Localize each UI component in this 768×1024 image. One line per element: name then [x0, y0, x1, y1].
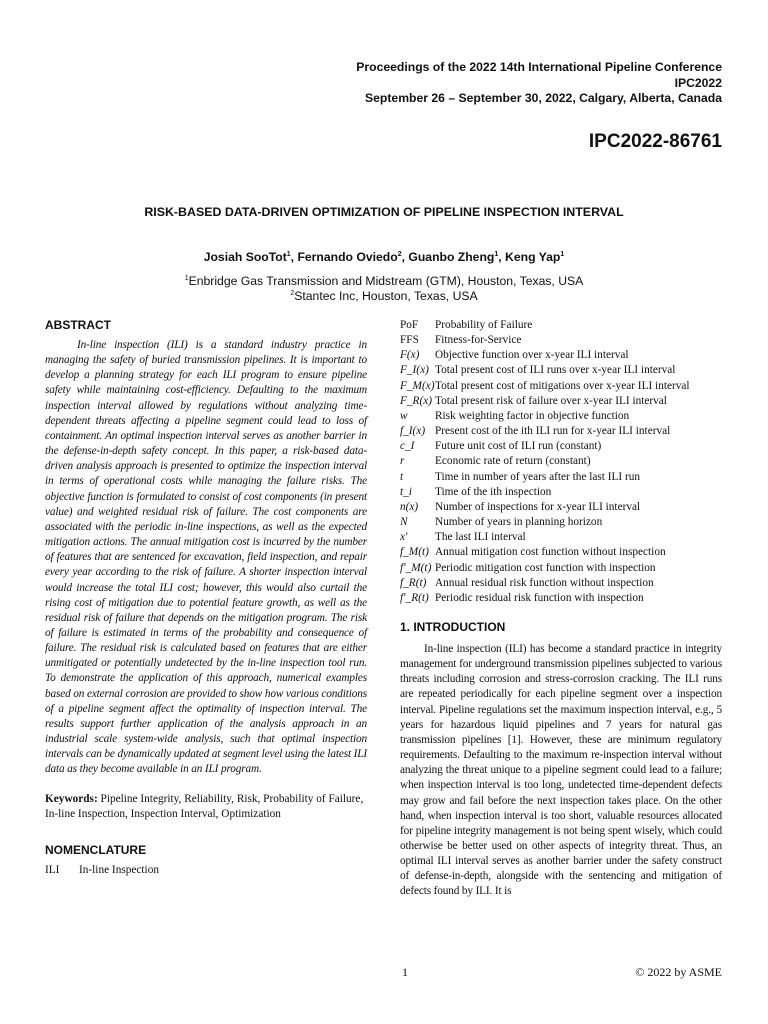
nomenclature-definition: Objective function over x-year ILI interval — [435, 349, 629, 362]
right-column — [400, 318, 722, 900]
nomenclature-definition: The last ILI interval — [435, 531, 526, 544]
nomenclature-item — [400, 561, 722, 576]
author-4: Keng Yap$^1$ — [505, 250, 565, 264]
nomenclature-definition: Time of the ith inspection — [435, 485, 552, 498]
nomenclature-item — [400, 409, 722, 424]
nomenclature-definition: Economic rate of return (constant) — [435, 455, 591, 468]
affiliation-1: $^1$Enbridge Gas Transmission and Midstream (GTM), Houston, Texas, USA — [184, 274, 584, 288]
nomenclature-definition: Total present risk of failure over x-year ILI interval — [435, 394, 667, 407]
nomenclature-definition: Number of years in planning horizon — [435, 516, 603, 529]
nomenclature-symbol: F_I(x) — [400, 364, 429, 377]
nomenclature-symbol: f_R(t) — [400, 576, 427, 589]
nomenclature-item — [400, 470, 722, 485]
nomenclature-symbol: F_M(x) — [400, 379, 435, 392]
nomenclature-item — [400, 576, 722, 591]
proceedings-line: Proceedings of the 2022 14th International Pipeline Conference — [356, 60, 722, 74]
nomenclature-symbol: t — [400, 470, 404, 483]
conference-code: IPC2022 — [674, 75, 722, 90]
nomenclature-item — [400, 530, 722, 545]
nomenclature-symbol: f_M(t) — [400, 546, 429, 559]
nomenclature-item — [400, 500, 722, 515]
nomenclature-symbol: f′_M(t) — [400, 561, 432, 574]
nomenclature-item — [400, 394, 722, 409]
nomenclature-definition: Total present cost of ILI runs over x-year ILI interval — [435, 364, 676, 377]
nomenclature-symbol: N — [400, 516, 408, 529]
nomenclature-item — [400, 454, 722, 469]
copyright: © 2022 by ASME — [635, 965, 722, 979]
nomenclature-symbol: x′ — [400, 531, 408, 544]
nomenclature-heading: NOMENCLATURE — [45, 842, 147, 857]
nomenclature-item — [400, 379, 722, 394]
author-1: Josiah SooTot$^1$, — [203, 250, 298, 264]
nomenclature-definition: Future unit cost of ILI run (constant) — [435, 440, 602, 453]
author-2: Fernando Oviedo$^2$, — [297, 250, 409, 264]
nomenclature-symbol: f′_R(t) — [400, 591, 429, 604]
nomenclature-item — [400, 485, 722, 500]
nomenclature-definition: Fitness-for-Service — [435, 334, 522, 347]
nomenclature-item — [400, 318, 722, 333]
abstract-text: In-line inspection (ILI) is a standard industry practice in managing the safety of buried transmission pipelines. It is important to develop a planning strategy for each ILI program to ensure pipeline safety while maintaining cost-efficiency. Defaulting to the maximum inspection interval allowed by regulations without analyzing time-dependent threats affecting a pipeline segment could lead to loss of containment. An optimal inspection interval serves as another barrier in the defense-in-depth safety concept. In this paper, a risk-based data-driven analysis approach is presented to optimize the inspection interval in terms of operational costs while managing the failure risks. The objective function is formulated to consist of cost components (in present value) and weighted residual risk of failure. The cost components are associated with the periodic in-line inspections, as well as the expected mitigation actions. The annual mitigation cost is incurred by the number of features that are sentenced for excavation, field inspection, and repair every year according to the risk of failure. A shorter inspection interval would increase the total ILI cost; however, this would also curtail the rising cost of mitigation due to potential feature growth, as well as the residual risk of failure that depends on the mitigation program. The risk of failure is estimated in terms of the probability and consequence of failure. The residual risk is calculated based on features that are either unmitigated or potentially undetected by the in-line inspection tool run. To demonstrate the application of this approach, numerical examples based on external corrosion are provided to show how various conditions of a pipeline segment affect the optimality of inspection interval. The results support further application of the analysis approach in an industrial scale system-wide analysis, such that optimal inspection intervals can be dynamically updated at segment level using the latest ILI data as they become available in an ILI program. — [45, 339, 367, 776]
keywords-text: Pipeline Integrity, Reliability, Risk, Probability of Failure, In-line Inspection, Inspection Interval, Optimization — [45, 792, 364, 821]
nomenclature-item — [400, 363, 722, 378]
affiliations — [0, 274, 768, 304]
nomenclature-symbol: PoF — [400, 319, 419, 331]
introduction-text: In-line inspection (ILI) has become a standard practice in integrity management for underground transmission pipelines subjected to various threats including corrosion and stress-corrosion cracking. The ILI runs are repeated periodically for each pipeline segment over a inspection interval. Pipeline regulations set the maximum inspection interval, e.g., 5 years for hazardous liquid pipelines and 7 years for natural gas transmission pipelines [1]. However, these are minimum regulatory requirements. Defaulting to the maximum re-inspection interval without analyzing the threat unique to a pipeline segment could lead to a failure; when inspection interval is too long, undetected time-dependent defects may grow and fail before the next inspection takes place. On the other hand, when inspection interval is too short, valuable resources allocated for pipeline integrity management is not being spent wisely, which could otherwise be better used on other aspects of integrity threat. Thus, an optimal ILI interval serves as another barrier under the safety construct of defense-in-depth, alongside with the sentencing and mitigation of defects found by ILI. It is — [400, 642, 722, 898]
nomenclature-item — [400, 591, 722, 606]
nomenclature-definition: Total present cost of mitigations over x-year ILI interval — [435, 379, 690, 392]
author-list — [0, 250, 768, 264]
nomenclature-symbol: w — [400, 409, 408, 422]
nomenclature-definition: Present cost of the ith ILI run for x-year ILI interval — [435, 425, 671, 438]
nomenclature-definition: Annual residual risk function without inspection — [435, 576, 654, 589]
nomenclature-symbol: t_i — [400, 485, 412, 498]
nomenclature-item — [400, 439, 722, 454]
nomenclature-item — [400, 424, 722, 439]
nomenclature-item — [400, 515, 722, 530]
nomenclature-item — [400, 545, 722, 560]
nomenclature-definition: Number of inspections for x-year ILI interval — [435, 500, 641, 513]
introduction-heading: 1. INTRODUCTION — [400, 619, 506, 634]
proceedings-header — [356, 60, 722, 107]
abstract-heading: ABSTRACT — [45, 318, 111, 332]
nomenclature-symbol: ILI — [45, 863, 60, 876]
paper-id: IPC2022-86761 — [588, 131, 722, 152]
nomenclature-definition: Annual mitigation cost function without inspection — [435, 546, 666, 559]
nomenclature-item — [45, 864, 367, 876]
nomenclature-item — [400, 348, 722, 363]
nomenclature-symbol: r — [400, 455, 405, 468]
nomenclature-symbol: c_I — [400, 440, 415, 453]
nomenclature-definition: Time in number of years after the last ILI run — [435, 470, 641, 483]
nomenclature-symbol: F_R(x) — [400, 394, 432, 407]
page-number: 1 — [402, 965, 408, 979]
nomenclature-definition: Probability of Failure — [435, 319, 533, 331]
nomenclature-definition: Risk weighting factor in objective function — [435, 409, 630, 422]
keywords-label: Keywords: — [45, 792, 98, 805]
left-column — [45, 318, 367, 876]
author-3: Guanbo Zheng$^1$, — [408, 250, 506, 264]
nomenclature-item — [400, 333, 722, 348]
conference-dates: September 26 – September 30, 2022, Calgary, Alberta, Canada — [365, 91, 722, 105]
keywords — [45, 792, 367, 823]
nomenclature-list — [400, 318, 722, 606]
nomenclature-symbol: FFS — [400, 334, 419, 347]
affiliation-2: $^2$Stantec Inc, Houston, Texas, USA — [290, 289, 478, 303]
nomenclature-definition: Periodic mitigation cost function with inspection — [435, 561, 656, 574]
paper-title: RISK-BASED DATA-DRIVEN OPTIMIZATION OF PIPELINE INSPECTION INTERVAL — [144, 205, 624, 219]
nomenclature-symbol: F(x) — [400, 349, 420, 362]
nomenclature-symbol: n(x) — [400, 500, 419, 513]
nomenclature-symbol: f_I(x) — [400, 425, 426, 438]
nomenclature-definition: Periodic residual risk function with inspection — [435, 591, 644, 604]
nomenclature-definition: In-line Inspection — [79, 863, 159, 876]
